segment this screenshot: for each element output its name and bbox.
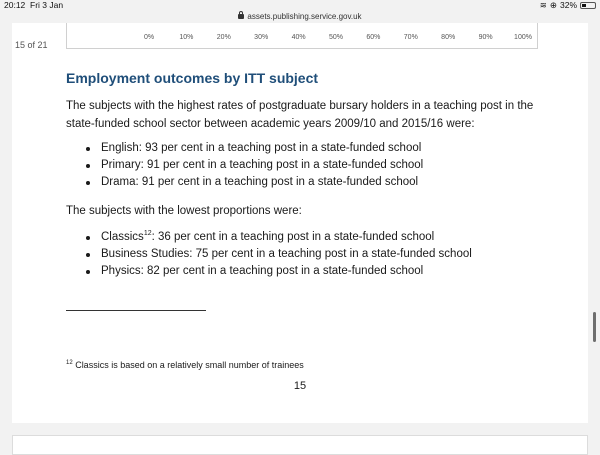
next-page-preview <box>12 435 588 455</box>
date-text: Fri 3 Jan <box>30 0 64 10</box>
lowest-list <box>86 229 472 280</box>
battery-icon <box>580 2 596 9</box>
axis-tick-label: 10% <box>179 34 194 41</box>
axis-tick-label: 0% <box>143 34 155 41</box>
lock-icon <box>238 14 244 19</box>
battery-percent: 32% <box>559 0 577 10</box>
chart-axis-fragment <box>66 23 538 49</box>
section-heading: Employment outcomes by ITT subject <box>66 70 319 86</box>
battery-fill <box>582 4 586 7</box>
footnote-divider <box>66 310 206 311</box>
axis-tick-label: 40% <box>291 34 306 41</box>
list-item: English: 93 per cent in a teaching post in a state-funded school <box>86 140 423 157</box>
footnote-ref[interactable]: 12 <box>143 230 152 238</box>
classics-label: Classics <box>101 231 144 243</box>
wifi-icon: ≋ <box>539 0 547 10</box>
time-text: 20:12 <box>4 0 26 10</box>
axis-tick-label: 100% <box>514 34 532 41</box>
scrollbar-thumb[interactable] <box>593 312 596 342</box>
status-time <box>4 0 63 11</box>
lowest-intro-paragraph: The subjects with the lowest proportions were: <box>66 205 302 217</box>
status-indicators <box>540 0 596 11</box>
orientation-lock-icon: ⊕ <box>549 0 557 10</box>
url-text: assets.publishing.service.gov.uk <box>247 12 362 21</box>
axis-tick-label: 60% <box>366 34 381 41</box>
axis-tick-label: 90% <box>478 34 493 41</box>
highest-list <box>86 140 423 191</box>
axis-tick-label: 50% <box>328 34 344 41</box>
intro-paragraph: The subjects with the highest rates of postgraduate bursary holders in a teaching post in the state-funded school sector between academic years 2009/10 and 2015/16 were: <box>66 100 534 130</box>
classics-text: : 36 per cent in a teaching post in a state-funded school <box>151 231 435 243</box>
footnote-number: 12 <box>66 360 73 366</box>
list-item: Physics: 82 per cent in a teaching post in a state-funded school <box>86 263 472 280</box>
page-counter: 15 of 21 <box>15 40 48 50</box>
axis-tick-label: 30% <box>254 34 269 41</box>
list-item: Business Studies: 75 per cent in a teaching post in a state-funded school <box>86 246 472 263</box>
document-page <box>12 23 588 423</box>
footnote <box>66 360 304 370</box>
list-item: Primary: 91 per cent in a teaching post in a state-funded school <box>86 157 423 174</box>
page-number: 15 <box>293 380 307 392</box>
address-bar[interactable] <box>0 11 600 23</box>
axis-tick-label: 20% <box>216 34 231 41</box>
list-item: Drama: 91 per cent in a teaching post in a state-funded school <box>86 174 423 191</box>
axis-tick-label: 70% <box>403 34 418 41</box>
axis-tick-label: 80% <box>441 34 456 41</box>
status-bar <box>0 0 600 11</box>
footnote-text: Classics is based on a relatively small number of trainees <box>72 360 304 370</box>
list-item <box>86 229 472 246</box>
